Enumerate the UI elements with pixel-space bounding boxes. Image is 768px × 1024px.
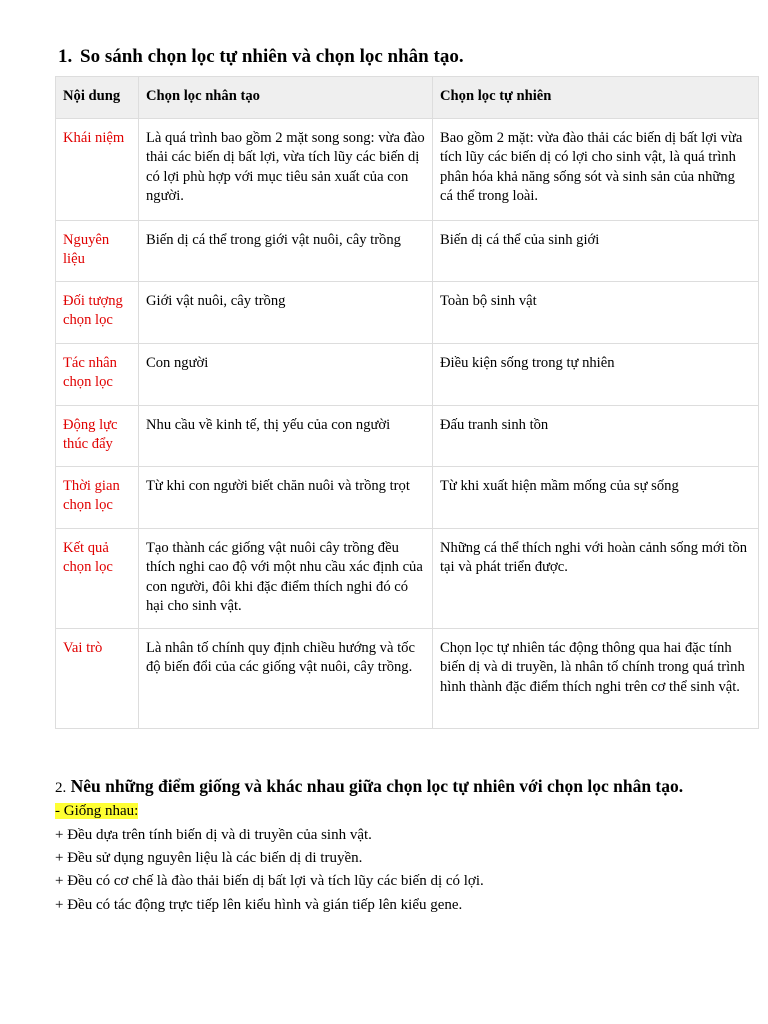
- table-row: [56, 281, 759, 343]
- natural-cell: Đấu tranh sinh tồn: [433, 405, 759, 466]
- table-row: [56, 343, 759, 405]
- table-row: [56, 220, 759, 281]
- artificial-cell: Từ khi con người biết chăn nuôi và trồng trọt: [139, 466, 433, 528]
- artificial-cell: Nhu cầu về kinh tế, thị yếu của con người: [139, 405, 433, 466]
- natural-cell: Những cá thể thích nghi với hoàn cảnh sống mới tồn tại và phát triển được.: [433, 528, 759, 628]
- artificial-cell: Là quá trình bao gồm 2 mặt song song: vừa đào thải các biến dị bất lợi, vừa tích lũy các biến dị có lợi phù hợp với mục tiêu sản xuất của con người.: [139, 118, 433, 220]
- row-label: Kết quả chọn lọc: [56, 528, 139, 628]
- natural-cell: Chọn lọc tự nhiên tác động thông qua hai đặc tính biến dị và di truyền, là nhân tố chính trong quá trình hình thành đặc điểm thích nghi trên cơ thể sinh vật.: [433, 628, 759, 728]
- list-item: + Đều có tác động trực tiếp lên kiểu hình và gián tiếp lên kiểu gene.: [55, 896, 463, 913]
- natural-cell: Toàn bộ sinh vật: [433, 281, 759, 343]
- artificial-cell: Con người: [139, 343, 433, 405]
- row-label: Tác nhân chọn lọc: [56, 343, 139, 405]
- natural-cell: Từ khi xuất hiện mầm mống của sự sống: [433, 466, 759, 528]
- table-row: [56, 628, 759, 728]
- row-label: Khái niệm: [56, 118, 139, 220]
- artificial-cell: Giới vật nuôi, cây trồng: [139, 281, 433, 343]
- list-item: + Đều sử dụng nguyên liệu là các biến dị di truyền.: [55, 850, 363, 867]
- artificial-cell: Biến dị cá thể trong giới vật nuôi, cây trồng: [139, 220, 433, 281]
- header-natural-selection: Chọn lọc tự nhiên: [433, 77, 759, 119]
- row-label: Đối tượng chọn lọc: [56, 281, 139, 343]
- header-noi-dung: Nội dung: [56, 77, 139, 119]
- row-label: Vai trò: [56, 628, 139, 728]
- section-2-heading: [55, 776, 683, 797]
- section-2-number: 2.: [55, 780, 67, 796]
- table-row: [56, 528, 759, 628]
- section-2-title: Nêu những điểm giống và khác nhau giữa chọn lọc tự nhiên với chọn lọc nhân tạo.: [70, 776, 684, 796]
- row-label: Động lực thúc đẩy: [56, 405, 139, 466]
- table-row: [56, 118, 759, 220]
- table-row: [56, 405, 759, 466]
- table-header-row: [56, 77, 759, 119]
- section-1-heading: [58, 46, 464, 68]
- similarities-list: [55, 824, 484, 917]
- table-row: [56, 466, 759, 528]
- natural-cell: Biến dị cá thể của sinh giới: [433, 220, 759, 281]
- section-1-number: 1.: [58, 46, 73, 67]
- header-artificial-selection: Chọn lọc nhân tạo: [139, 77, 433, 119]
- row-label: Thời gian chọn lọc: [56, 466, 139, 528]
- highlighted-text: - Giống nhau:: [55, 803, 139, 819]
- artificial-cell: Tạo thành các giống vật nuôi cây trồng đều thích nghi cao độ với một nhu cầu xác định của con người, đôi khi đặc điểm thích nghi đó có hại cho sinh vật.: [139, 528, 433, 628]
- comparison-table: [55, 76, 759, 729]
- similarities-subheading: [55, 801, 138, 821]
- natural-cell: Bao gồm 2 mặt: vừa đào thải các biến dị bất lợi vừa tích lũy các biến dị có lợi cho sinh vật, là quá trình phân hóa khả năng sống sót và sinh sản của những cá thể trong loài.: [433, 118, 759, 220]
- list-item: + Đều dựa trên tính biến dị và di truyền của sinh vật.: [55, 827, 372, 843]
- list-item: + Đều có cơ chế là đào thải biến dị bất lợi và tích lũy các biến dị có lợi.: [55, 873, 484, 890]
- natural-cell: Điều kiện sống trong tự nhiên: [433, 343, 759, 405]
- section-1-title: So sánh chọn lọc tự nhiên và chọn lọc nhân tạo.: [80, 46, 464, 67]
- artificial-cell: Là nhân tố chính quy định chiều hướng và tốc độ biến đổi của các giống vật nuôi, cây trồng.: [139, 628, 433, 728]
- row-label: Nguyên liệu: [56, 220, 139, 281]
